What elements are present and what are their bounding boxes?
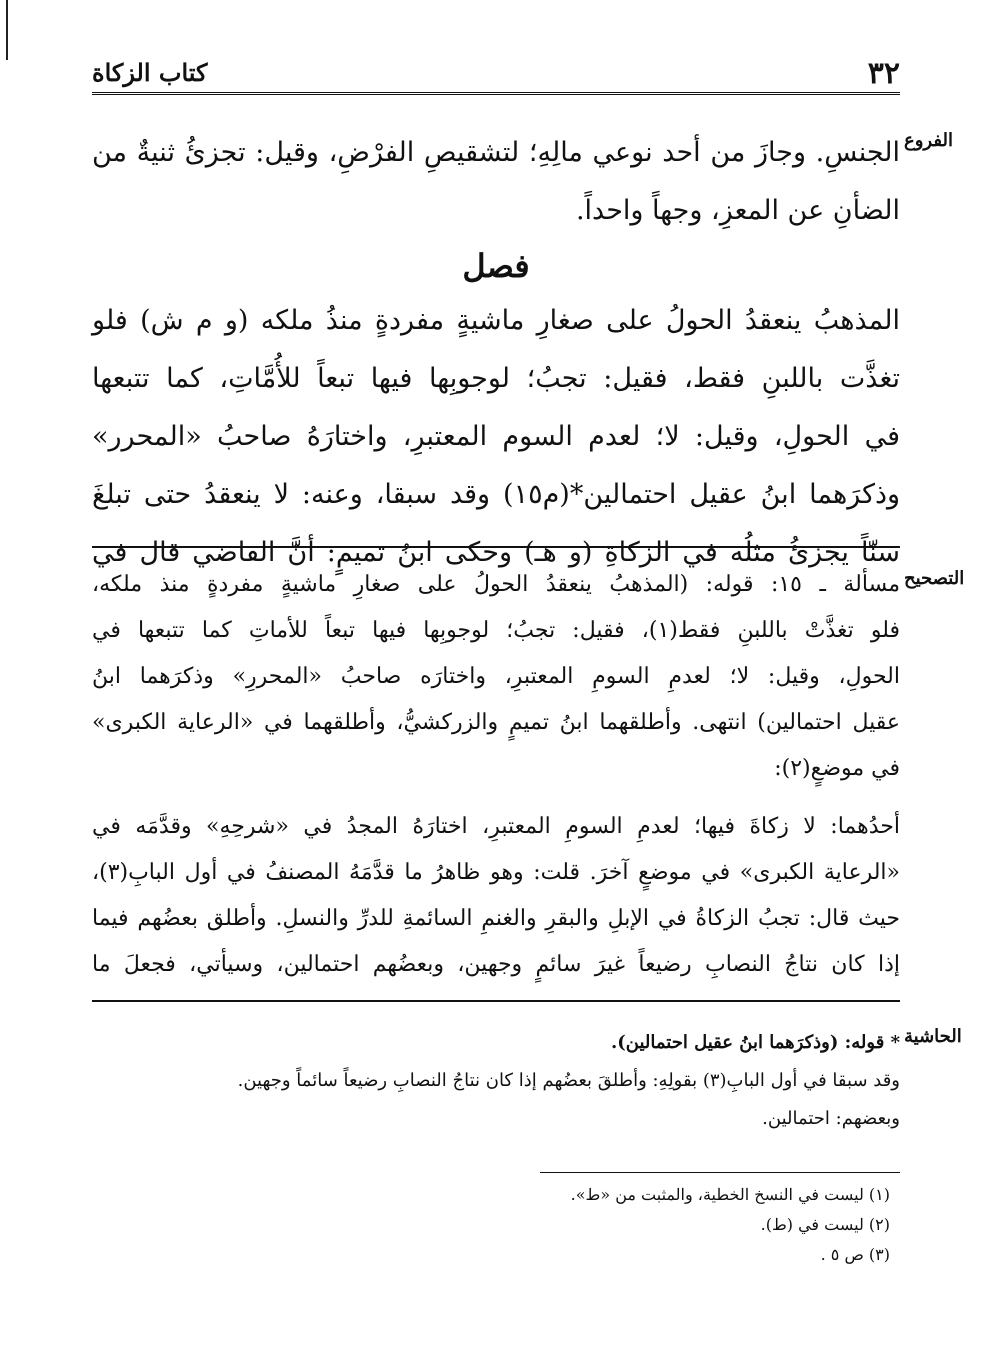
tashih-line: مسألة ـ ١٥: قوله: (المذهبُ ينعقدُ الحولُ على صغارِ ماشيةٍ مفردةٍ منذ ملكه، <box>92 572 900 597</box>
scan-edge <box>6 0 8 60</box>
hashiya-label: الحاشية <box>904 1026 962 1047</box>
hashiya-line: * قوله: (وذكرَهما ابنُ عقيل احتمالين). <box>610 1032 900 1053</box>
furu-line: سنّاً يجزئُ مثلُه في الزكاةِ (و هـ) وحكى ابنُ تميمٍ: أنَّ القاضي قال في <box>92 537 900 568</box>
section-divider <box>92 546 900 548</box>
footnotes <box>92 1180 890 1270</box>
furu-line: في الحولِ، وقيل: لا؛ لعدم السوم المعتبرِ، واختارَهُ صاحبُ «المحرر» <box>92 421 900 452</box>
tashih-line: في موضعٍ(٢): <box>774 756 900 781</box>
tashih-label: التصحيح <box>904 568 965 589</box>
tashih-line: إذا كان نتاجُ النصابِ رضيعاً غيرَ سائمٍ وجهين، وبعضُهم احتمالين، وسيأتي، فجعلَ ما <box>92 952 900 977</box>
tashih-line: الحولِ، وقيل: لا؛ لعدمِ السومِ المعتبرِ، واختارَه صاحبُ «المحررِ» وذكرَهما ابنُ <box>92 664 900 689</box>
tashih-line: عقيل احتمالين) انتهى. وأطلقهما ابنُ تميمٍ والزركشيُّ، وأطلقهما في «الرعاية الكبرى» <box>92 710 900 735</box>
furu-line: تغذَّت باللبنِ فقط، فقيل: تجبُ؛ لوجوبِها فيها تبعاً للأُمَّاتِ، كما تتبعها <box>92 363 900 394</box>
tashih-line: حيث قال: تجبُ الزكاةُ في الإبلِ والبقرِ والغنمِ السائمةِ للدرِّ والنسلِ. وأطلق بعضُهم فيما <box>92 906 900 931</box>
tashih-line: أحدُهما: لا زكاةَ فيها؛ لعدمِ السومِ المعتبرِ، اختارَهُ المجدُ في «شرحِهِ» وقدَّمَه في <box>92 814 900 839</box>
footnote: (٢) ليست في (ط). <box>760 1215 890 1234</box>
furu-label: الفروع <box>904 130 953 151</box>
furu-line: المذهبُ ينعقدُ الحولُ على صغارِ ماشيةٍ مفردةٍ منذُ ملكه (و م ش) فلو <box>92 305 900 336</box>
page-header <box>92 56 900 96</box>
section-divider <box>92 1000 900 1002</box>
running-title: كتاب الزكاة <box>92 58 208 87</box>
footnote: (٣) ص ٥ . <box>820 1245 890 1264</box>
footnote-rule <box>540 1172 900 1173</box>
tashih-line: «الرعاية الكبرى» في موضعٍ آخرَ. قلت: وهو ظاهرُ ما قدَّمَهُ المصنفُ في أول البابِ(٣)، <box>92 860 900 885</box>
tashih-line: فلو تغذَّتْ باللبنِ فقط(١)، فقيل: تجبُ؛ لوجوبِها فيها تبعاً للأماتِ كما تتبعها في <box>92 618 900 643</box>
hashiya-section <box>92 1024 962 1138</box>
hashiya-line: وقد سبقا في أول البابِ(٣) بقولِهِ: وأطلقَ بعضُهم إذا كان نتاجُ النصابِ رضيعاً سائماً وجهين. <box>237 1070 900 1091</box>
section-heading: فصل <box>462 247 530 285</box>
header-rule <box>92 92 900 98</box>
furu-intro-line: الضأنِ عن المعزِ، وجهاً واحداً. <box>575 195 900 226</box>
tashih-section <box>92 562 965 988</box>
hashiya-line: وبعضهم: احتمالين. <box>762 1108 900 1129</box>
footnote: (١) ليست في النسخ الخطية، والمثبت من «ط». <box>570 1185 890 1204</box>
page-number: ٣٢ <box>867 56 900 91</box>
furu-line: وذكرَهما ابنُ عقيل احتمالين*(م١٥) وقد سبقا، وعنه: لا ينعقدُ حتى تبلغَ <box>92 479 901 510</box>
furu-intro-line: الجنسِ. وجازَ من أحد نوعي مالِهِ؛ لتشقيصِ الفرْضِ، وقيل: تجزئُ ثنيةٌ من <box>92 137 900 168</box>
